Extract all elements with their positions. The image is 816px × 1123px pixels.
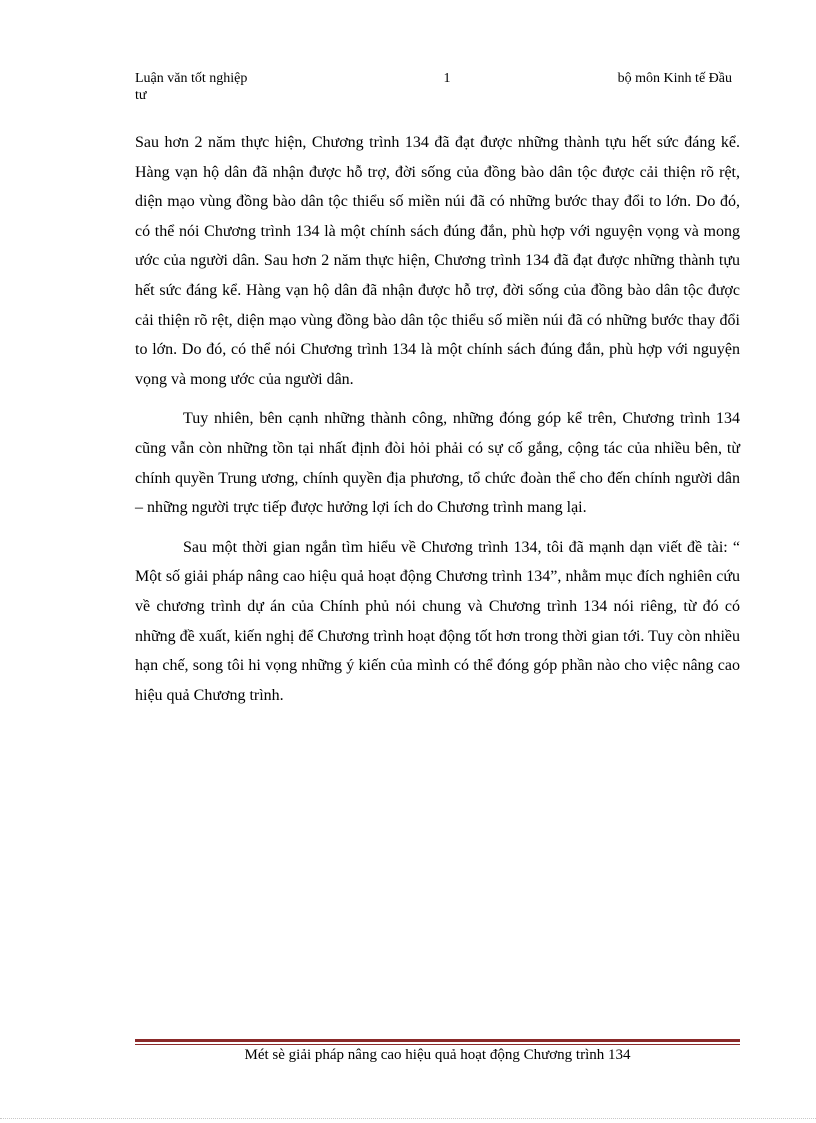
page-header: [135, 70, 740, 110]
header-right-title: bộ môn Kinh tế Đầu: [617, 71, 732, 86]
header-left-title: Luận văn tốt nghiệp tư: [135, 71, 248, 103]
document-body: [135, 128, 740, 720]
footer-rule: [135, 1039, 740, 1045]
page-footer: Mét sè giải pháp nâng cao hiệu quả hoạt động Chương trình 134: [244, 1047, 631, 1063]
page-number: 1: [443, 71, 451, 86]
footer-rule-thin: [135, 1044, 740, 1045]
paragraph-3: Sau một thời gian ngắn tìm hiểu về Chương trình 134, tôi đã mạnh dạn viết đề tài: “ Một số giải pháp nâng cao hiệu quả hoạt động Chương trình 134”, nhằm mục đích nghiên cứu về chương trình dự án của Chính phủ nói chung và Chương trình 134 nói riêng, từ đó có những đề xuất, kiến nghị để Chương trình hoạt động tốt hơn trong thời gian tới. Tuy còn nhiều hạn chế, song tôi hi vọng những ý kiến của mình có thể đóng góp phần nào cho việc nâng cao hiệu quả Chương trình.: [135, 538, 740, 704]
paragraph-2: Tuy nhiên, bên cạnh những thành công, những đóng góp kể trên, Chương trình 134 cũng vẫn còn những tồn tại nhất định đòi hỏi phải có sự cố gắng, cộng tác của nhiều bên, từ chính quyền Trung ương, chính quyền địa phương, tổ chức đoàn thể cho đến chính người dân – những người trực tiếp được hưởng lợi ích do Chương trình mang lại.: [135, 410, 740, 517]
footer-rule-thick: [135, 1039, 740, 1042]
paragraph-1: Sau hơn 2 năm thực hiện, Chương trình 134 đã đạt được những thành tựu hết sức đáng kể. Hàng vạn hộ dân đã nhận được hỗ trợ, đời sống của đồng bào dân tộc được cải thiện rõ rệt, diện mạo vùng đồng bào dân tộc thiểu số miền núi đã có những bước thay đổi to lớn. Do đó, có thể nói Chương trình 134 là một chính sách đúng đắn, phù hợp với nguyện vọng và mong ước của người dân. Sau hơn 2 năm thực hiện, Chương trình 134 đã đạt được những thành tựu hết sức đáng kể. Hàng vạn hộ dân đã nhận được hỗ trợ, đời sống của đồng bào dân tộc được cải thiện rõ rệt, diện mạo vùng đồng bào dân tộc thiểu số miền núi đã có những bước thay đổi to lớn. Do đó, có thể nói Chương trình 134 là một chính sách đúng đắn, phù hợp với nguyện vọng và mong ước của người dân.: [135, 134, 740, 388]
page-bottom-edge: [0, 1118, 816, 1119]
